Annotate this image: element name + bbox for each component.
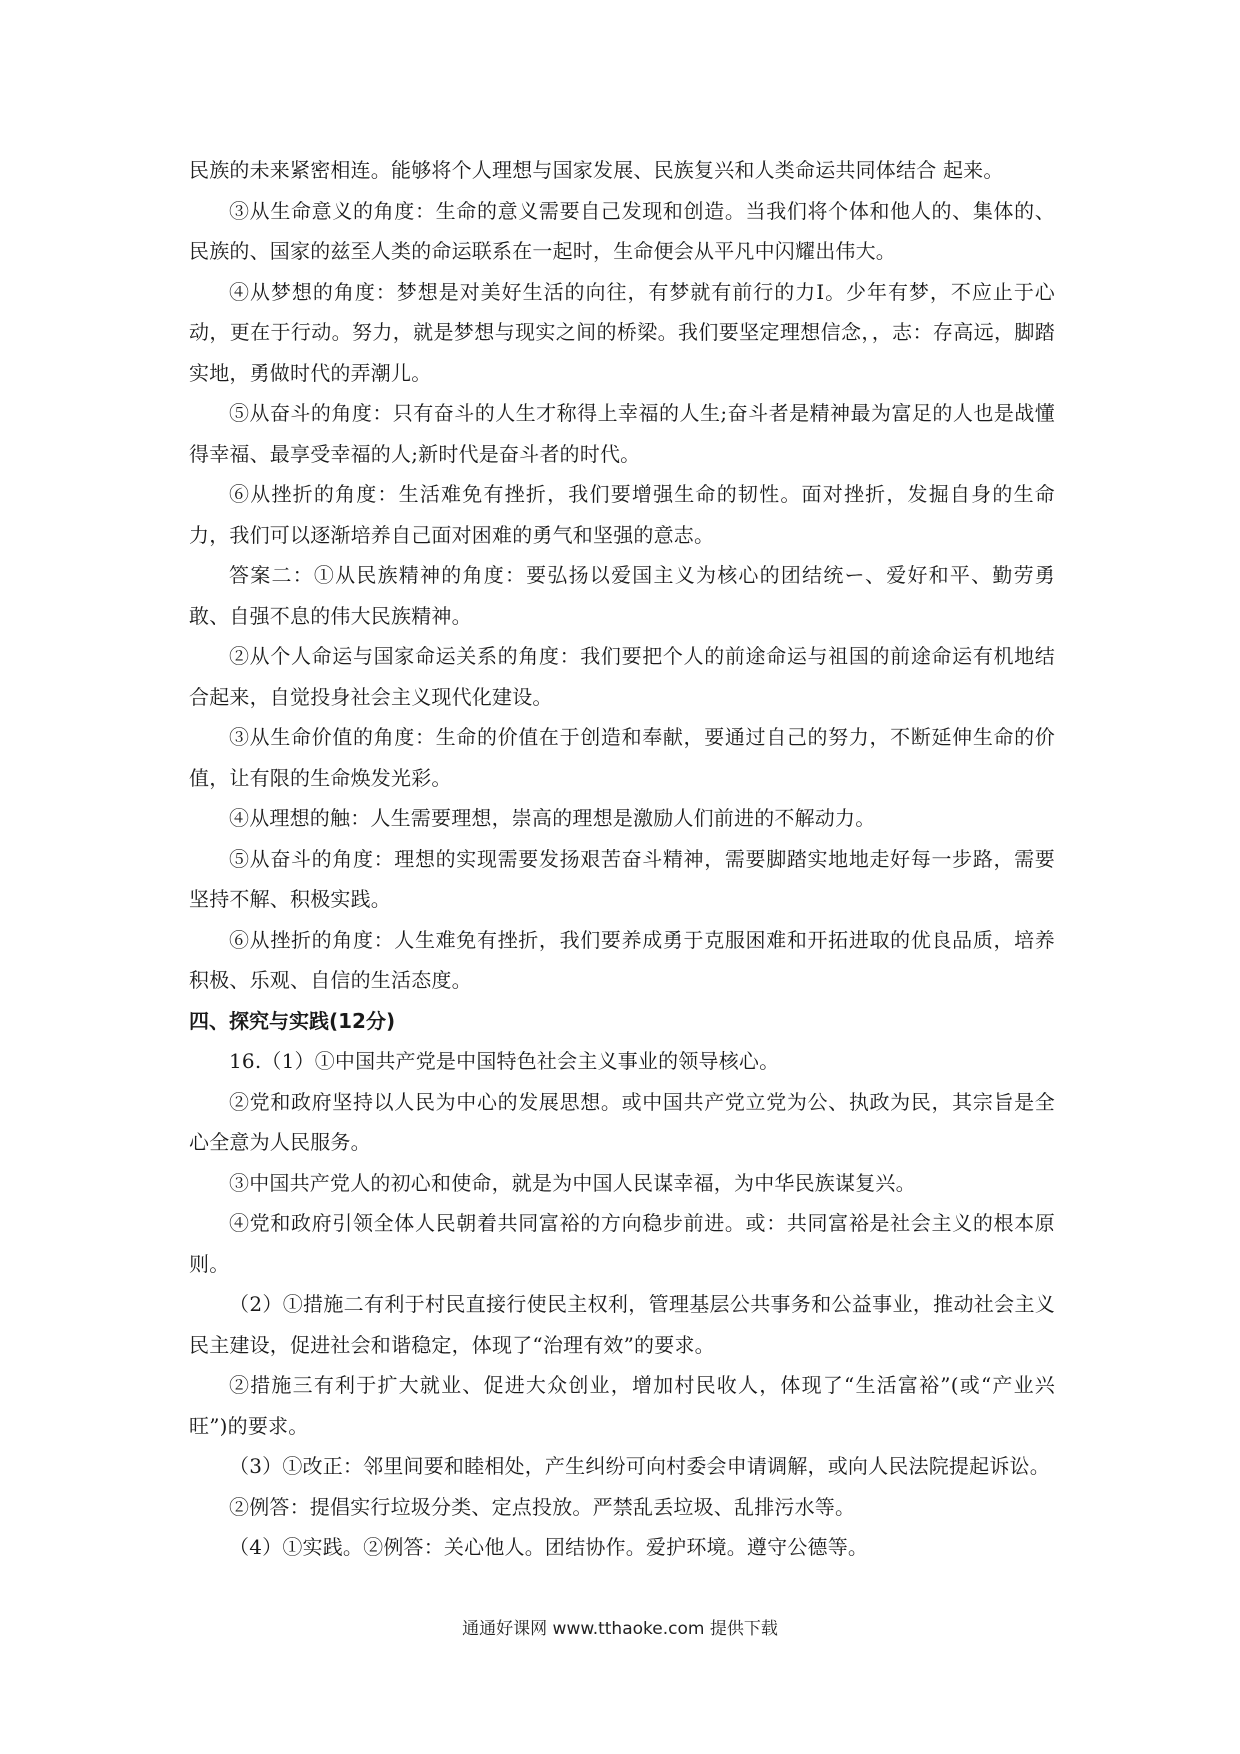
paragraph: ②例答：提倡实行垃圾分类、定点投放。严禁乱丢垃圾、乱排污水等。 <box>229 1494 856 1519</box>
paragraph: ⑤从奋斗的角度：理想的实现需要发扬艰苦奋斗精神，需要脚踏实地地走好每一步路，需要坚持不解、积极实践。 <box>189 846 1055 911</box>
paragraph: 答案二：①从民族精神的角度：要弘扬以爱国主义为核心的团结统ー、爱好和平、勤劳勇敢、自强不息的伟大民族精神。 <box>189 563 1055 628</box>
paragraph: ④从梦想的角度：梦想是对美好生活的向往，有梦就有前行的力I。少年有梦，不应止于心动，更在于行动。努力，就是梦想与现实之间的桥梁。我们要坚定理想信念，，志：存高远，脚踏实地，勇做时代的弄潮儿。 <box>189 279 1055 385</box>
paragraph: 民族的未来紧密相连。能够将个人理想与国家发展、民族复兴和人类命运共同体结合 起来。 <box>189 158 1004 182</box>
paragraph: ⑥从挫折的角度：生活难免有挫折，我们要增强生命的韧性。面对挫折，发掘自身的生命力，我们可以逐渐培养自己面对困难的勇气和坚强的意志。 <box>189 482 1055 547</box>
page-footer: 通通好课网 www.tthaoke.com 提供下载 <box>462 1619 778 1639</box>
paragraph: （2）①措施二有利于村民直接行使民主权利，管理基层公共事务和公益事业，推动社会主义民主建设，促进社会和谐稳定，体现了“治理有效”的要求。 <box>189 1292 1055 1357</box>
paragraph: ②从个人命运与国家命运关系的角度：我们要把个人的前途命运与祖国的前途命运有机地结合起来，自觉投身社会主义现代化建设。 <box>189 644 1055 709</box>
answer-paragraphs <box>189 150 1055 1001</box>
paragraph: ⑥从挫折的角度：人生难免有挫折，我们要养成勇于克服困难和开拓进取的优良品质，培养积极、乐观、自信的生活态度。 <box>189 927 1055 992</box>
paragraph: ⑤从奋斗的角度：只有奋斗的人生才称得上幸福的人生;奋斗者是精神最为富足的人也是战懂得幸福、最享受幸福的人;新时代是奋斗者的时代。 <box>189 401 1055 466</box>
paragraph: ④党和政府引领全体人民朝着共同富裕的方向稳步前进。或：共同富裕是社会主义的根本原则。 <box>189 1211 1055 1276</box>
paragraph: 16.（1）①中国共产党是中国特色社会主义事业的领导核心。 <box>229 1049 780 1073</box>
section-heading: 四、探究与实践(12分) <box>189 1008 396 1033</box>
document-body <box>189 150 1055 1568</box>
paragraph: ②措施三有利于扩大就业、促进大众创业，增加村民收人，体现了“生活富裕”(或“产业兴 旺”)的要求。 <box>189 1373 1055 1438</box>
paragraph: （4）①实践。②例答：关心他人。团结协作。爱护环境。遵守公德等。 <box>229 1535 869 1559</box>
paragraph: ③从生命价值的角度：生命的价值在于创造和奉献，要通过自己的努力，不断延伸生命的价值，让有限的生命焕发光彩。 <box>189 725 1055 790</box>
paragraph: （3）①改正：邻里间要和睦相处，产生纠纷可向村委会申请调解，或向人民法院提起诉讼。 <box>229 1454 1050 1478</box>
paragraph: ③中国共产党人的初心和使命，就是为中国人民谋幸福，为中华民族谋复兴。 <box>229 1170 916 1195</box>
paragraph: ③从生命意义的角度：生命的意义需要自己发现和创造。当我们将个体和他人的、集体的、民族的、国家的兹至人类的命运联系在一起时，生命便会从平凡中闪耀出伟大。 <box>189 198 1055 263</box>
section-paragraphs <box>189 1041 1055 1568</box>
paragraph: ②党和政府坚持以人民为中心的发展思想。或中国共产党立党为公、执政为民，其宗旨是全心全意为人民服务。 <box>189 1089 1055 1154</box>
paragraph: ④从理想的触：人生需要理想，崇高的理想是激励人们前进的不解动力。 <box>229 806 876 830</box>
